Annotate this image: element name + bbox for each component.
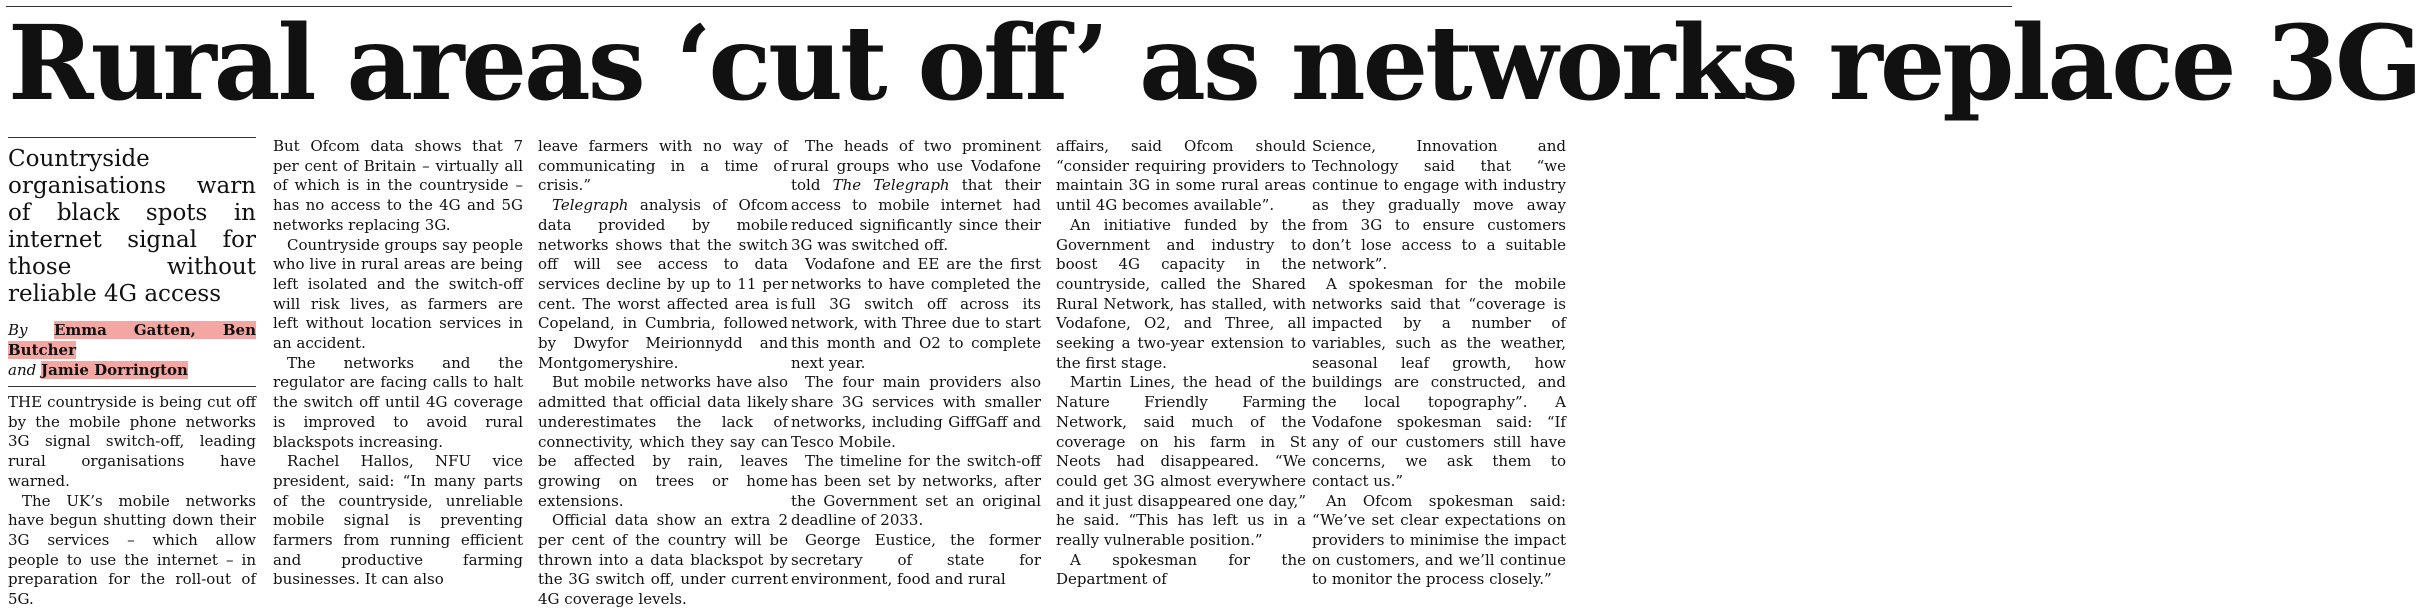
paragraph: THE countryside is being cut off by the mobile phone networks 3G signal switch-off, leading rural organisations have warned.: [8, 393, 256, 490]
publication-name: The Telegraph: [832, 176, 950, 195]
paragraph: Rachel Hallos, NFU vice president, said: “In many parts of the countryside, unreliable mobile signal is preventing farmers from running efficient and productive farming businesses. It can also: [273, 452, 523, 589]
paragraph: Countryside groups say people who live in rural areas are being left isolated and the switch-off will risk lives, as farmers are left without location services in an accident.: [273, 235, 523, 353]
paragraph: The heads of two prominent rural groups who use Vodafone told The Telegraph that their access to mobile internet had reduced significantly since their 3G was switched off.: [791, 137, 1041, 254]
paragraph: A spokesman for the mobile networks said that “coverage is impacted by a number of variables, such as the weather, seasonal leaf growth, how buildings are constructed, and the local topography”. A Vodafone spokesman said: “If any of our customers still have concerns, we ask them to contact us.”: [1312, 274, 1566, 490]
paragraph: Telegraph analysis of Ofcom data provided by mobile networks shows that the switch off will see access to data services decline by up to 11 per cent. The worst affected area is Copeland, in Cumbria, followed by Dwyfor Meirionnydd and Montgomeryshire.: [538, 196, 788, 372]
column-5: [1056, 137, 1306, 589]
paragraph: Martin Lines, the head of the Nature Friendly Farming Network, said much of the coverage on his farm in St Neots had disappeared. “We could get 3G almost everywhere and it just disappeared one day,” he said. “This has left us in a really vulnerable position.”: [1056, 373, 1306, 550]
column-2: [273, 137, 523, 589]
byline-names-1: Emma Gatten, Ben Butcher: [8, 321, 256, 359]
paragraph: The networks and the regulator are facing calls to halt the switch off until 4G coverage is improved to avoid rural blackspots increasing.: [273, 353, 523, 451]
paragraph: Vodafone and EE are the first networks to have completed the full 3G switch off across its network, with Three due to start this month and O2 to complete next year.: [791, 255, 1041, 372]
byline-by: By: [8, 321, 28, 339]
paragraph: But mobile networks have also admitted that official data likely underestimates the lack of connectivity, which they say can be affected by rain, leaves growing on trees or home extensions.: [538, 373, 788, 510]
byline-and: and: [8, 361, 37, 379]
byline-names-2: Jamie Dorrington: [41, 361, 188, 379]
byline: [8, 320, 256, 387]
dek: Countryside organisations warn of black spots in internet signal for those without reliable 4G access: [8, 137, 256, 308]
paragraph: But Ofcom data shows that 7 per cent of Britain – virtually all of which is in the countryside – has no access to the 4G and 5G networks replacing 3G.: [273, 137, 523, 234]
paragraph: An Ofcom spokesman said: “We’ve set clear expectations on providers to minimise the impact on customers, and we’ll continue to monitor the process closely.”: [1312, 491, 1566, 589]
article-body: [8, 137, 2014, 609]
paragraph: The UK’s mobile networks have begun shutting down their 3G services – which allow people to use the internet – in preparation for the roll-out of 5G.: [8, 491, 256, 609]
paragraph: A spokesman for the Department of: [1056, 550, 1306, 589]
paragraph: An initiative funded by the Government and industry to boost 4G capacity in the countryside, called the Shared Rural Network, has stalled, with Vodafone, O2, and Three, all seeking a two-year extension to the first stage.: [1056, 215, 1306, 372]
column-4: [791, 137, 1041, 589]
paragraph: The timeline for the switch-off has been set by networks, after the Government set an original deadline of 2033.: [791, 452, 1041, 530]
paragraph: leave farmers with no way of communicating in a time of crisis.”: [538, 137, 788, 195]
column-3: [538, 137, 788, 609]
paragraph: Science, Innovation and Technology said that “we continue to engage with industry as they gradually move away from 3G to ensure customers don’t lose access to a suitable network”.: [1312, 137, 1566, 274]
column-6: [1312, 137, 1566, 589]
paragraph: The four main providers also share 3G services with smaller networks, including GiffGaff and Tesco Mobile.: [791, 373, 1041, 451]
paragraph: Official data show an extra 2 per cent of the country will be thrown into a data blackspot by the 3G switch off, under current 4G coverage levels.: [538, 511, 788, 609]
paragraph: George Eustice, the former secretary of state for environment, food and rural: [791, 531, 1041, 589]
headline: Rural areas ‘cut off’ as networks replace 3G: [8, 3, 2420, 124]
publication-name: Telegraph: [552, 196, 629, 215]
paragraph: affairs, said Ofcom should “consider requiring providers to maintain 3G in some rural areas until 4G becomes available”.: [1056, 137, 1306, 215]
column-1: [8, 137, 256, 609]
